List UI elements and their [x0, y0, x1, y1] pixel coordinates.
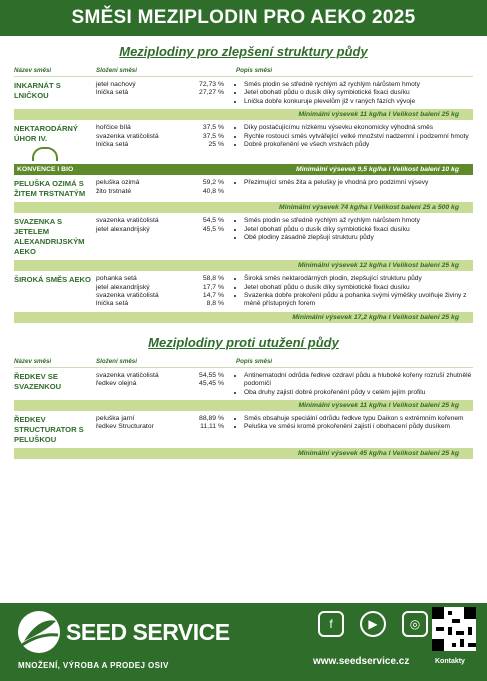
percent: 54,5 %: [202, 217, 224, 225]
konvence-label: KONVENCE I BIO: [17, 166, 74, 174]
plant: lnička setá: [96, 89, 129, 97]
mix-description: [224, 372, 473, 397]
mix-composition: [96, 81, 224, 106]
column-headers: [14, 358, 473, 368]
mix-row: [14, 120, 473, 164]
description-item: • Obě plodiny zásadně zlepšují strukturu půdy: [244, 234, 473, 242]
plant: lnička setá: [96, 141, 129, 149]
description-item: • Směs plodin se středně rychlým až rychlým nárůstem hmoty: [244, 217, 473, 225]
plant: svazenka vratičolistá: [96, 132, 159, 140]
mix-row: [14, 271, 473, 309]
mix-name: ŠIROKÁ SMĚS AEKO: [14, 275, 91, 285]
page-title: SMĚSI MEZIPLODIN PRO AEKO 2025: [71, 7, 416, 28]
percent: 88,89 %: [199, 415, 224, 423]
plant: svazenka vratičolistá: [96, 292, 159, 300]
plant: hořčice bílá: [96, 124, 131, 132]
mix-composition: [96, 217, 224, 257]
percent: 37,5 %: [202, 132, 224, 140]
plant: ředkev Structurator: [96, 423, 154, 431]
tagline: MNOŽENÍ, VÝROBA A PRODEJ OSIV: [18, 661, 169, 670]
min-seeding: Minimální výsevek 9,5 kg/ha I Velikost balení 10 kg: [296, 166, 459, 174]
min-seeding-bar: Minimální výsevek 11 kg/ha I Velikost balení 25 kg: [14, 400, 473, 411]
description-item: • Jetel obohatí půdu o dusík díky symbiotické fixaci dusíku: [244, 226, 473, 234]
percent: 14,7 %: [202, 292, 224, 300]
plant: peluška jarní: [96, 415, 135, 423]
description-item: • Rychle rostoucí směs vytvářející velké množství nadzemní i podzemní hmoty: [244, 133, 473, 141]
mix-composition: [96, 415, 224, 445]
header-composition: Složení směsi: [96, 67, 137, 74]
percent: 72,73 %: [199, 81, 224, 88]
mix-composition: [96, 372, 224, 397]
plant: jetel alexandrijský: [96, 283, 150, 291]
mix-row: [14, 411, 473, 445]
title-bar: [0, 0, 487, 36]
description-item: • Směs obsahuje speciální odrůdu ředkve typu Daikon s extrémním kořenem: [244, 415, 473, 423]
bee-friendly-icon: [32, 147, 58, 161]
mix-composition: [96, 124, 224, 164]
percent: 11,11 %: [200, 423, 224, 431]
percent: 58,8 %: [202, 275, 224, 283]
section-title-structure: Meziplodiny pro zlepšení struktury půdy: [119, 44, 368, 59]
percent: 17,7 %: [202, 283, 224, 291]
plant: svazenka vratičolistá: [96, 217, 159, 225]
plant: jetel alexandrijský: [96, 225, 150, 233]
footer: [0, 603, 487, 681]
social-icons: [318, 611, 428, 637]
percent: 25 %: [208, 141, 224, 149]
description-item: • Díky postačujícímu nízkému výsevku ekonomicky výhodná směs: [244, 124, 473, 132]
mix-name: ŘEDKEV SE SVAZENKOU: [14, 371, 62, 391]
mix-composition: [96, 179, 224, 199]
description-item: • Peluška ve směsi kromě prokořenění zajistí i obohacení půdy dusíkem: [244, 423, 473, 431]
mix-description: [224, 81, 473, 106]
percent: 40,8 %: [202, 187, 224, 195]
percent: 45,5 %: [202, 225, 224, 233]
description-item: • Směs plodin se středně rychlým až rychlým nárůstem hmoty: [244, 81, 473, 89]
section-title-compaction: Meziplodiny proti utužení půdy: [148, 334, 339, 350]
leaf-logo-icon: [18, 611, 60, 653]
mix-row: [14, 213, 473, 257]
contacts-label: Kontakty: [435, 658, 465, 665]
youtube-icon[interactable]: ▶: [360, 611, 386, 637]
mix-name: [14, 124, 96, 164]
plant: peluška ozimá: [96, 179, 140, 187]
mix-name: INKARNÁT S LNIČKOU: [14, 81, 61, 100]
header-composition: Složení směsi: [96, 357, 137, 365]
mix-description: [224, 124, 473, 164]
plant: jetel nachový: [96, 81, 136, 88]
mix-name: ŘEDKEV STRUCTURATOR S PELUŠKOU: [14, 415, 84, 445]
header-name: Název směsi: [14, 357, 52, 365]
mix-composition: [96, 275, 224, 309]
mix-row: [14, 368, 473, 397]
percent: 27,27 %: [199, 89, 224, 97]
plant: žito trstnaté: [96, 187, 132, 195]
plant: lnička setá: [96, 300, 129, 308]
min-seeding-bar: Minimální výsevek 12 kg/ha I Velikost balení 25 kg: [14, 260, 473, 271]
min-seeding-bar: Minimální výsevek 17,2 kg/ha I Velikost balení 25 kg: [14, 312, 473, 323]
seed-service-logo[interactable]: [18, 611, 230, 653]
plant: ředkev olejná: [96, 380, 137, 388]
brand-name: SEED SERVICE: [66, 618, 230, 645]
description-item: • Antinematodní odrůda ředkve ozdraví půdu a hluboké kořeny rozruší zhutnělé podorničí: [244, 372, 473, 389]
percent: 45,45 %: [199, 380, 224, 388]
header-name: Název směsi: [14, 67, 52, 74]
percent: 59,2 %: [202, 179, 224, 187]
description-item: • Jetel obohatí půdu o dusík díky symbiotické fixaci dusíku: [244, 284, 473, 292]
mix-name-text: NEKTARODÁRNÝ ÚHOR IV.: [14, 124, 78, 144]
percent: 37,5 %: [202, 124, 224, 132]
description-item: • Oba druhy zajistí dobré prokořenění půdy v celém jejím profilu: [244, 389, 473, 397]
description-item: • Přezimující směs žita a pelušky je vhodná pro podzimní výsevy: [244, 179, 473, 187]
konvence-bar: [14, 164, 473, 175]
mix-description: [224, 179, 473, 199]
mix-row: [14, 77, 473, 106]
description-item: • Dobré prokořenění ve všech vrstvách půdy: [244, 141, 473, 149]
description-item: • Lnička dobře konkuruje plevelům již v raných fázích vývoje: [244, 98, 473, 106]
website-link[interactable]: www.seedservice.cz: [313, 656, 410, 667]
mix-description: [224, 415, 473, 445]
header-description: Popis směsi: [236, 67, 273, 74]
header-description: Popis směsi: [236, 357, 273, 365]
description-item: • Svazenka dobře prokoření půdu a pohanka svými výměšky uvolňuje živiny z méně přístupných forem: [244, 292, 473, 309]
plant: svazenka vratičolistá: [96, 371, 159, 379]
instagram-icon[interactable]: ◎: [402, 611, 428, 637]
mix-description: [224, 217, 473, 257]
mix-name: PELUŠKA OZIMÁ S ŽITEM TRSTNATÝM: [14, 179, 86, 199]
min-seeding-bar: Minimální výsevek 45 kg/ha I Velikost balení 25 kg: [14, 448, 473, 459]
description-item: • Jetel obohatí půdu o dusík díky symbiotické fixaci dusíku: [244, 89, 473, 97]
mix-row: [14, 175, 473, 199]
qr-code[interactable]: [432, 607, 476, 651]
percent: 8,8 %: [206, 300, 224, 308]
mix-description: [224, 275, 473, 309]
facebook-icon[interactable]: f: [318, 611, 344, 637]
plant: pohanka setá: [96, 275, 137, 283]
percent: 54,55 %: [199, 371, 224, 379]
min-seeding-bar: Minimální výsevek 74 kg/ha I Velikost balení 25 a 500 kg: [14, 202, 473, 213]
mix-name: SVAZENKA S JETELEM ALEXANDRIJSKÝM AEKO: [14, 217, 85, 257]
description-item: • Široká směs nektarodárných plodin, zlepšující strukturu půdy: [244, 275, 473, 283]
min-seeding-bar: Minimální výsevek 11 kg/ha I Velikost balení 25 kg: [14, 109, 473, 120]
column-headers: [14, 67, 473, 77]
